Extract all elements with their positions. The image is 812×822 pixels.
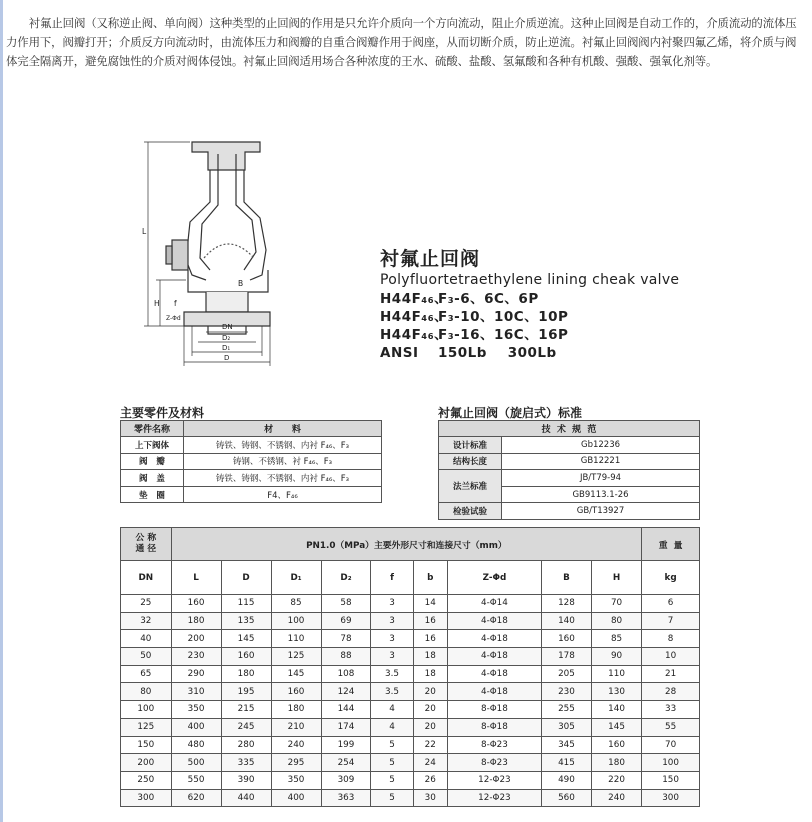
table-cell: 115	[221, 595, 271, 613]
product-title-block	[380, 244, 679, 362]
table-cell: 195	[221, 683, 271, 701]
table-cell: 300	[121, 789, 172, 807]
table-cell: 6	[642, 595, 700, 613]
part-material: F4、F₄₆	[184, 486, 382, 503]
table-cell: 124	[321, 683, 371, 701]
table-cell: 20	[413, 718, 447, 736]
table-cell: 100	[271, 612, 321, 630]
part-material: 铸铁、铸钢、不锈钢、内衬 F₄₆、F₃	[184, 470, 382, 487]
table-row	[439, 437, 700, 454]
table-cell: 70	[591, 595, 641, 613]
table-cell: 620	[171, 789, 221, 807]
table-cell: 230	[171, 648, 221, 666]
table-cell: 160	[221, 648, 271, 666]
table-cell: 280	[221, 736, 271, 754]
column-header: DN	[121, 561, 172, 595]
standard-label: 检验试验	[439, 503, 502, 520]
part-material: 铸钢、不锈钢、衬 F₄₆、F₃	[184, 453, 382, 470]
table-cell: 415	[541, 754, 591, 772]
parts-table	[120, 420, 382, 503]
part-name: 垫 圈	[121, 486, 184, 503]
table-cell: 30	[413, 789, 447, 807]
model-prefix: H44F₄₆、	[380, 309, 449, 325]
standards-table-title: 衬氟止回阀（旋启式）标准	[438, 406, 583, 420]
table-cell: 3.5	[371, 665, 413, 683]
table-cell: 125	[121, 718, 172, 736]
table-row	[121, 437, 382, 454]
table-cell: 12-Φ23	[447, 789, 541, 807]
column-header: D₂	[321, 561, 371, 595]
table-row	[121, 736, 700, 754]
table-cell: 550	[171, 771, 221, 789]
table-cell: 18	[413, 648, 447, 666]
table-cell: 69	[321, 612, 371, 630]
product-title-en: Polyfluortetraethylene lining cheak valve	[380, 272, 680, 288]
table-cell: 28	[642, 683, 700, 701]
model-line	[380, 326, 679, 344]
table-header-row	[439, 421, 700, 437]
table-cell: 125	[271, 648, 321, 666]
standard-label: 设计标准	[439, 437, 502, 454]
table-cell: 200	[121, 754, 172, 772]
table-cell: 140	[591, 701, 641, 719]
label-L: L	[142, 227, 147, 236]
label-f: f	[174, 299, 177, 308]
model-spec: F₃-10、10C、10P	[438, 309, 569, 325]
table-cell: 110	[591, 665, 641, 683]
table-cell: 254	[321, 754, 371, 772]
table-cell: 240	[271, 736, 321, 754]
table-cell: 70	[642, 736, 700, 754]
table-cell: 40	[121, 630, 172, 648]
table-cell: 400	[271, 789, 321, 807]
table-row	[121, 595, 700, 613]
table-cell: 150	[121, 736, 172, 754]
table-row	[121, 630, 700, 648]
table-cell: 230	[541, 683, 591, 701]
table-cell: 108	[321, 665, 371, 683]
column-header: H	[591, 561, 641, 595]
label-z-d: Z-Φd	[166, 315, 181, 322]
standard-value: Gb12236	[502, 437, 700, 454]
table-cell: 400	[171, 718, 221, 736]
model-spec: 150Lb 300Lb	[438, 345, 557, 361]
table-cell: 160	[171, 595, 221, 613]
table-row	[121, 486, 382, 503]
column-header-row	[121, 561, 700, 595]
column-header: Z-Φd	[447, 561, 541, 595]
column-header: L	[171, 561, 221, 595]
table-row	[121, 453, 382, 470]
standard-label: 结构长度	[439, 453, 502, 470]
table-cell: 295	[271, 754, 321, 772]
table-cell: 220	[591, 771, 641, 789]
table-cell: 500	[171, 754, 221, 772]
table-cell: 245	[221, 718, 271, 736]
table-cell: 160	[271, 683, 321, 701]
model-line	[380, 290, 679, 308]
table-cell: 50	[121, 648, 172, 666]
standards-table	[438, 420, 700, 520]
table-row	[121, 718, 700, 736]
valve-outline	[166, 142, 270, 334]
product-title-cn: 衬氟止回阀	[380, 248, 481, 270]
table-cell: 33	[642, 701, 700, 719]
table-cell: 145	[271, 665, 321, 683]
label-DN: DN	[222, 323, 233, 331]
table-cell: 180	[221, 665, 271, 683]
table-cell: 110	[271, 630, 321, 648]
table-row	[121, 648, 700, 666]
table-cell: 8-Φ18	[447, 701, 541, 719]
table-cell: 174	[321, 718, 371, 736]
table-cell: 200	[171, 630, 221, 648]
table-row	[121, 771, 700, 789]
valve-cross-section-drawing	[130, 130, 320, 390]
table-row	[439, 503, 700, 520]
table-cell: 78	[321, 630, 371, 648]
table-header-row	[121, 528, 700, 561]
table-cell: 305	[541, 718, 591, 736]
header-weight: 重 量	[642, 528, 700, 561]
table-cell: 21	[642, 665, 700, 683]
table-cell: 85	[271, 595, 321, 613]
table-cell: 25	[121, 595, 172, 613]
table-cell: 4-Φ18	[447, 630, 541, 648]
table-cell: 215	[221, 701, 271, 719]
table-cell: 160	[541, 630, 591, 648]
model-spec: F₃-6、6C、6P	[438, 291, 539, 307]
label-B: B	[238, 279, 244, 288]
table-cell: 5	[371, 789, 413, 807]
table-cell: 8	[642, 630, 700, 648]
table-cell: 180	[271, 701, 321, 719]
part-name: 阀 盖	[121, 470, 184, 487]
table-cell: 100	[642, 754, 700, 772]
table-cell: 26	[413, 771, 447, 789]
table-cell: 4-Φ18	[447, 665, 541, 683]
label-D2: D₂	[222, 334, 231, 342]
table-cell: 3	[371, 648, 413, 666]
table-cell: 7	[642, 612, 700, 630]
table-cell: 390	[221, 771, 271, 789]
model-prefix: H44F₄₆、	[380, 327, 449, 343]
column-header: kg	[642, 561, 700, 595]
table-cell: 55	[642, 718, 700, 736]
label-H: H	[154, 299, 160, 308]
table-cell: 205	[541, 665, 591, 683]
standard-label: 法兰标准	[439, 470, 502, 503]
table-cell: 440	[221, 789, 271, 807]
table-row	[121, 683, 700, 701]
table-cell: 335	[221, 754, 271, 772]
table-cell: 135	[221, 612, 271, 630]
table-cell: 178	[541, 648, 591, 666]
intro-text-block	[6, 14, 806, 71]
table-cell: 3.5	[371, 683, 413, 701]
table-cell: 300	[642, 789, 700, 807]
table-cell: 22	[413, 736, 447, 754]
table-row	[121, 612, 700, 630]
table-cell: 180	[171, 612, 221, 630]
dimensions-table-body	[121, 595, 700, 807]
table-cell: 145	[591, 718, 641, 736]
table-row	[439, 470, 700, 487]
table-cell: 4-Φ14	[447, 595, 541, 613]
column-header: D	[221, 561, 271, 595]
part-name: 阀 瓣	[121, 453, 184, 470]
table-cell: 8-Φ18	[447, 718, 541, 736]
table-cell: 5	[371, 736, 413, 754]
label-D1: D₁	[222, 344, 231, 352]
model-line	[380, 344, 679, 362]
table-cell: 3	[371, 595, 413, 613]
table-row	[121, 665, 700, 683]
table-row	[439, 453, 700, 470]
table-cell: 128	[541, 595, 591, 613]
table-cell: 80	[591, 612, 641, 630]
table-cell: 150	[642, 771, 700, 789]
standard-value: GB12221	[502, 453, 700, 470]
standard-value: GB/T13927	[502, 503, 700, 520]
column-header: f	[371, 561, 413, 595]
table-cell: 20	[413, 683, 447, 701]
column-header: b	[413, 561, 447, 595]
table-row	[121, 754, 700, 772]
table-cell: 345	[541, 736, 591, 754]
table-cell: 4-Φ18	[447, 683, 541, 701]
parts-table-title: 主要零件及材料	[120, 406, 205, 420]
table-cell: 4-Φ18	[447, 648, 541, 666]
standard-value: JB/T79-94	[502, 470, 700, 487]
table-cell: 80	[121, 683, 172, 701]
table-cell: 4	[371, 718, 413, 736]
table-cell: 350	[271, 771, 321, 789]
table-cell: 32	[121, 612, 172, 630]
table-row	[121, 701, 700, 719]
part-material: 铸铁、铸钢、不锈钢、内衬 F₄₆、F₃	[184, 437, 382, 454]
table-cell: 350	[171, 701, 221, 719]
table-cell: 4-Φ18	[447, 612, 541, 630]
table-cell: 560	[541, 789, 591, 807]
table-cell: 180	[591, 754, 641, 772]
table-cell: 363	[321, 789, 371, 807]
model-prefix: H44F₄₆、	[380, 291, 449, 307]
table-cell: 85	[591, 630, 641, 648]
table-cell: 140	[541, 612, 591, 630]
table-cell: 480	[171, 736, 221, 754]
table-cell: 18	[413, 665, 447, 683]
table-cell: 250	[121, 771, 172, 789]
column-header: D₁	[271, 561, 321, 595]
header-tech-spec: 技 术 规 范	[439, 421, 700, 437]
table-cell: 130	[591, 683, 641, 701]
table-cell: 5	[371, 754, 413, 772]
table-cell: 309	[321, 771, 371, 789]
table-cell: 290	[171, 665, 221, 683]
table-cell: 8-Φ23	[447, 736, 541, 754]
model-prefix: ANSI	[380, 345, 419, 361]
header-nominal-diameter: 公 称 通 径	[121, 528, 172, 561]
column-header: B	[541, 561, 591, 595]
table-cell: 160	[591, 736, 641, 754]
label-D: D	[224, 354, 230, 362]
table-cell: 14	[413, 595, 447, 613]
table-row	[121, 470, 382, 487]
table-cell: 490	[541, 771, 591, 789]
table-cell: 3	[371, 630, 413, 648]
header-material: 材 料	[184, 421, 382, 437]
dimensions-table	[120, 527, 700, 807]
standard-value: GB9113.1-26	[502, 486, 700, 503]
table-cell: 199	[321, 736, 371, 754]
table-row	[121, 789, 700, 807]
model-spec: F₃-16、16C、16P	[438, 327, 569, 343]
table-cell: 24	[413, 754, 447, 772]
table-cell: 3	[371, 612, 413, 630]
table-cell: 4	[371, 701, 413, 719]
table-cell: 8-Φ23	[447, 754, 541, 772]
table-cell: 58	[321, 595, 371, 613]
header-part-name: 零件名称	[121, 421, 184, 437]
table-cell: 145	[221, 630, 271, 648]
part-name: 上下阀体	[121, 437, 184, 454]
table-header-row	[121, 421, 382, 437]
table-cell: 88	[321, 648, 371, 666]
table-cell: 16	[413, 612, 447, 630]
table-cell: 144	[321, 701, 371, 719]
table-cell: 65	[121, 665, 172, 683]
table-cell: 5	[371, 771, 413, 789]
table-cell: 255	[541, 701, 591, 719]
table-cell: 16	[413, 630, 447, 648]
table-cell: 90	[591, 648, 641, 666]
table-cell: 100	[121, 701, 172, 719]
table-cell: 12-Φ23	[447, 771, 541, 789]
table-cell: 210	[271, 718, 321, 736]
table-cell: 240	[591, 789, 641, 807]
table-cell: 20	[413, 701, 447, 719]
intro-paragraph: 衬氟止回阀（又称逆止阀、单向阀）这种类型的止回阀的作用是只允许介质向一个方向流动，阻止介质逆流。这种止回阀是自动工作的，介质流动的流体压力作用下，阀瓣打开；介质反方向流动时，由流体压力和阀瓣的自重合阀瓣作用于阀座，从而切断介质，防止逆流。衬氟止回阀阀内衬聚四氟乙烯，将介质与阀体完全隔离开，避免腐蚀性的介质对阀体侵蚀。衬氟止回阀适用场合各种浓度的王水、硫酸、盐酸、氢氟酸和各种有机酸、强酸、强氧化剂等。	[6, 16, 797, 68]
header-dimensions-title: PN1.0（MPa）主要外形尺寸和连接尺寸（mm）	[171, 528, 642, 561]
table-cell: 10	[642, 648, 700, 666]
model-line	[380, 308, 679, 326]
table-cell: 310	[171, 683, 221, 701]
left-accent-bar	[0, 0, 3, 822]
